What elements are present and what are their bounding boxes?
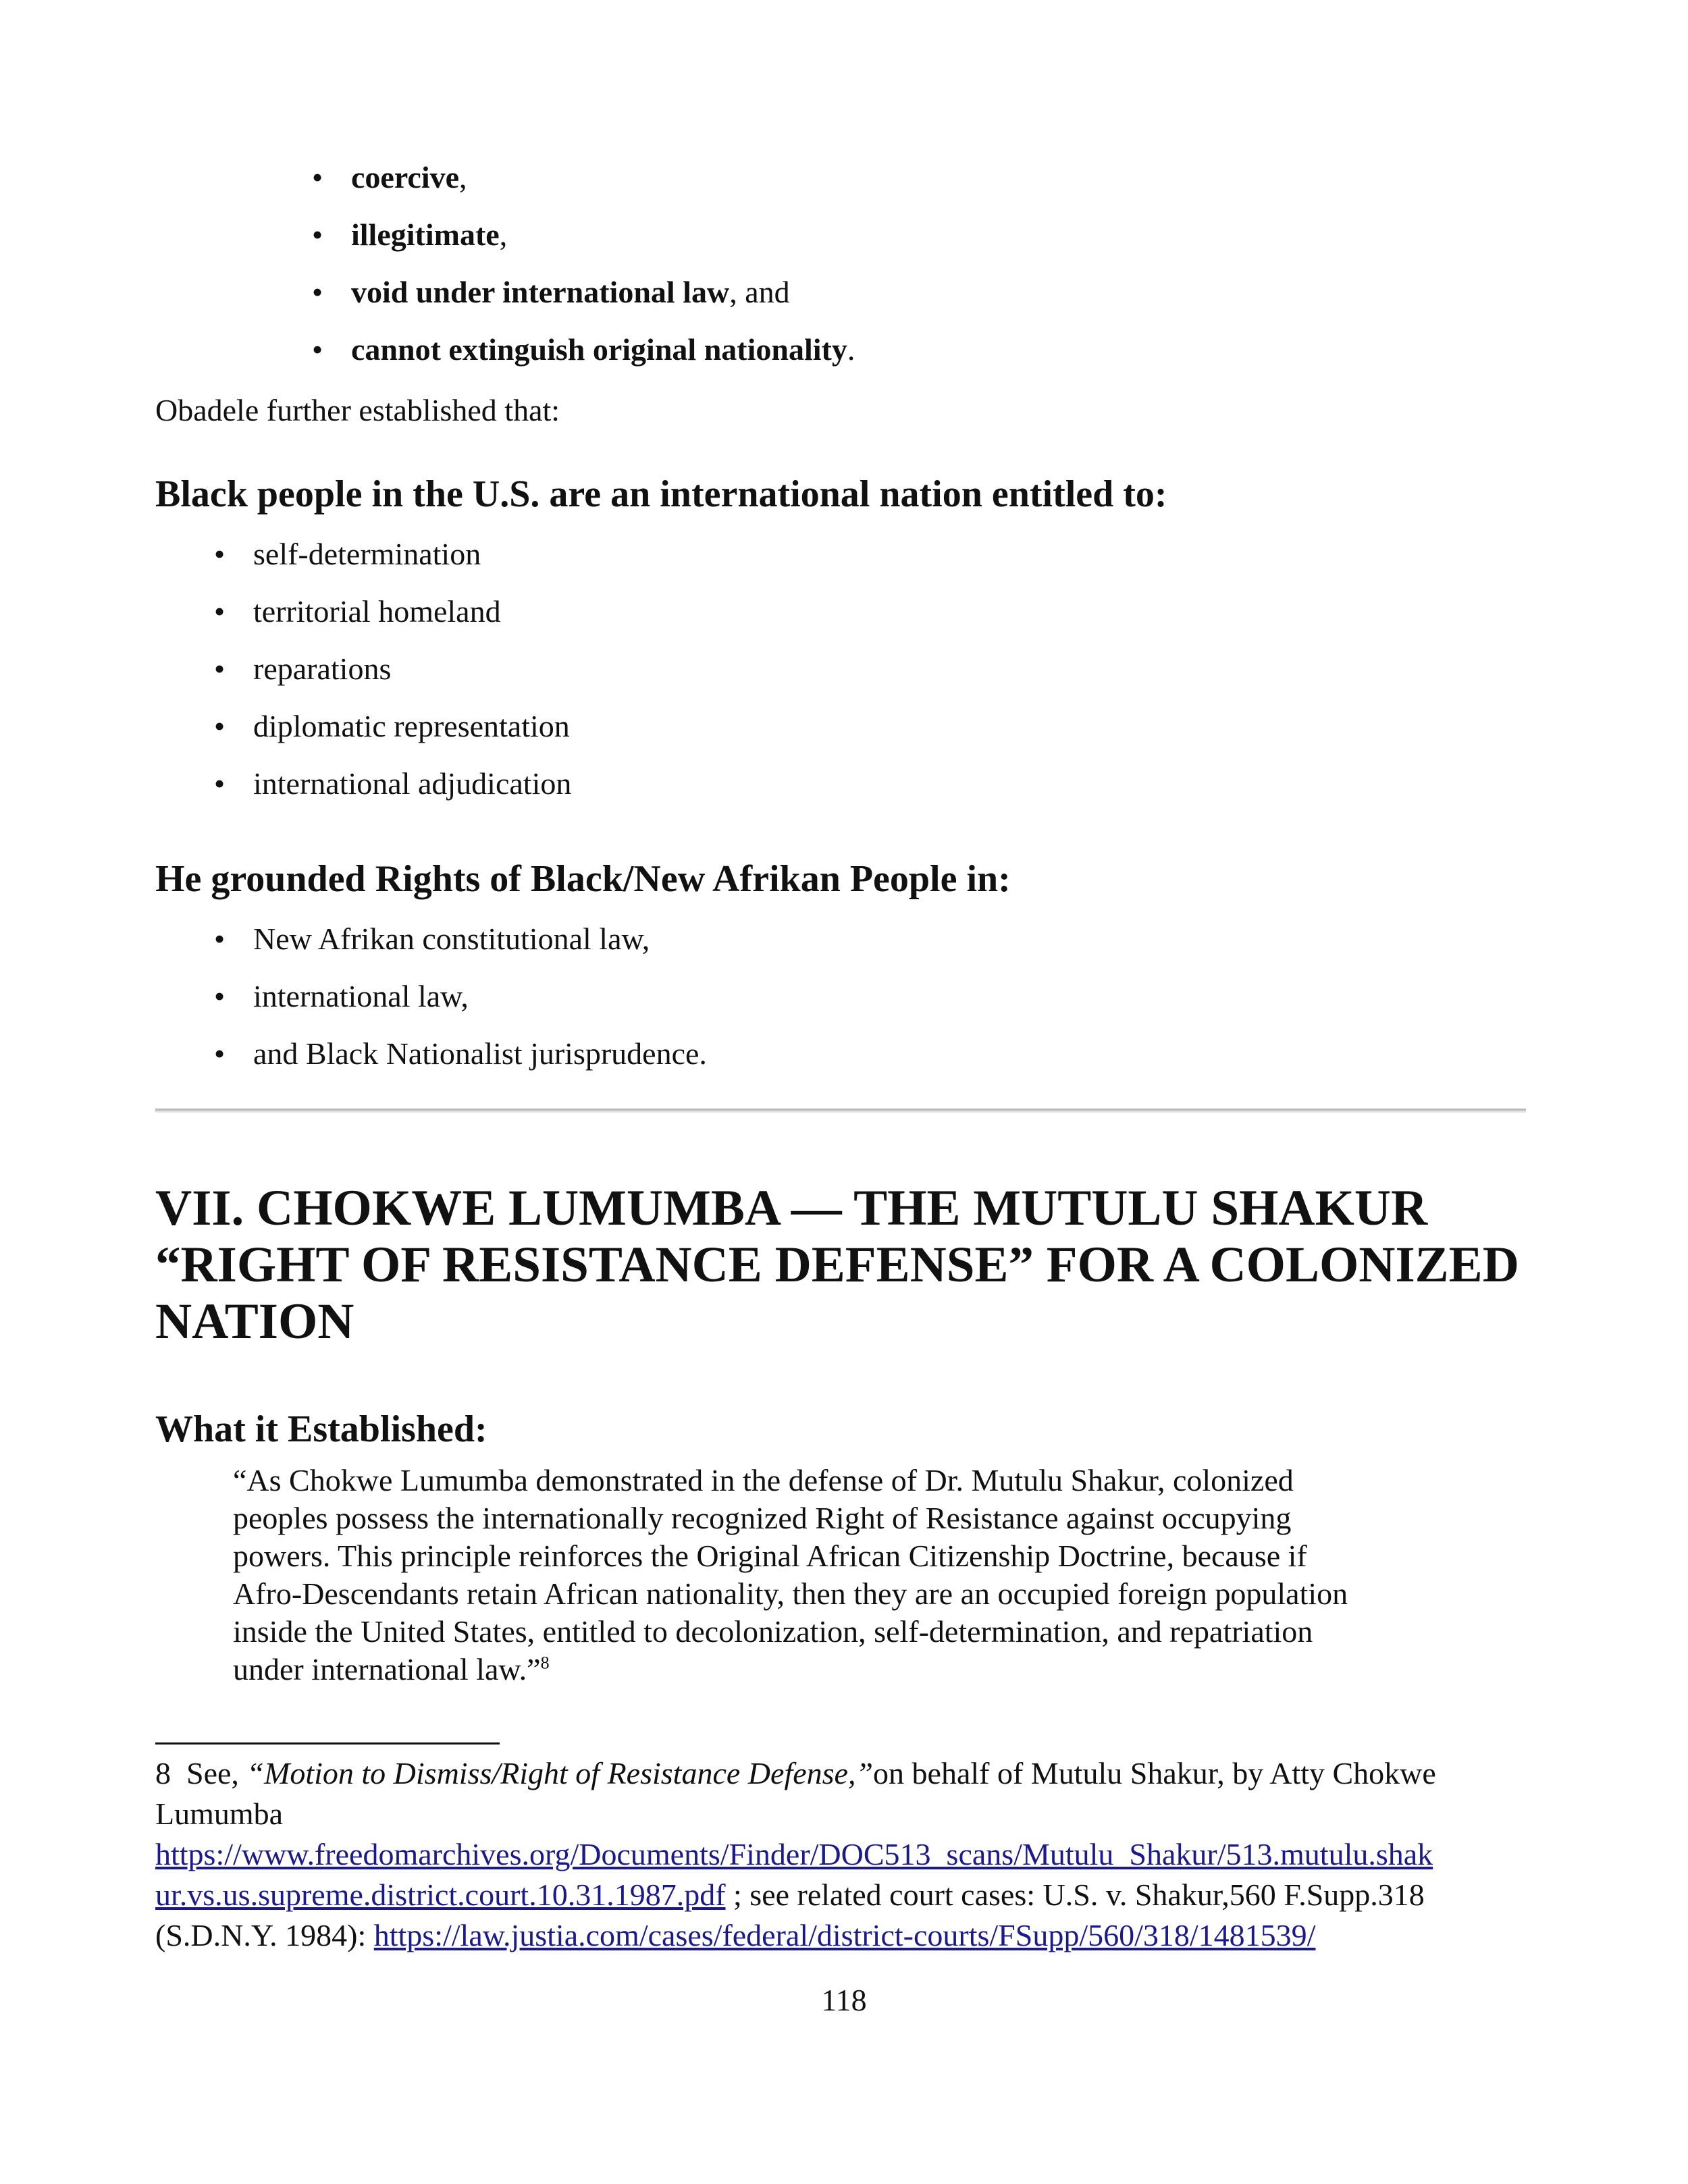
list-item: • international adjudication xyxy=(253,755,571,812)
list-item: • diplomatic representation xyxy=(253,697,571,755)
list-item-rest: . xyxy=(847,332,855,367)
quote-last-text: under international law.” xyxy=(233,1652,541,1686)
list-item: • territorial homeland xyxy=(253,583,571,640)
chapter-title xyxy=(155,1180,1539,1350)
block-quote xyxy=(233,1462,1502,1688)
quote-line: inside the United States, entitled to decolonization, self-determination, and repatriation xyxy=(233,1614,1313,1649)
list-item: • reparations xyxy=(253,640,571,697)
list-item: • international law, xyxy=(253,967,707,1025)
quote-line xyxy=(233,1651,1502,1688)
footnote-line xyxy=(155,1915,1533,1956)
footnote-reference[interactable]: 8 xyxy=(540,1653,550,1673)
quote-line: Afro-Descendants retain African nationality, then they are an occupied foreign population xyxy=(233,1576,1348,1611)
quote-line: “As Chokwe Lumumba demonstrated in the defense of Dr. Mutulu Shakur, colonized xyxy=(233,1463,1294,1497)
list-item xyxy=(351,206,855,263)
quote-line: powers. This principle reinforces the Original African Citizenship Doctrine, because if xyxy=(233,1539,1307,1573)
top-bullet-list xyxy=(351,149,855,378)
list-item-bold: cannot extinguish original nationality xyxy=(351,332,847,367)
footnote xyxy=(155,1753,1533,1956)
list-item-rest: , xyxy=(459,160,467,194)
chapter-title-line: VII. CHOKWE LUMUMBA — THE MUTULU SHAKUR xyxy=(155,1180,1428,1236)
quote-line: peoples possess the internationally recognized Right of Resistance against occupying xyxy=(233,1501,1292,1535)
justia-link[interactable]: https://law.justia.com/cases/federal/district-courts/FSupp/560/318/1481539/ xyxy=(373,1918,1316,1952)
footnote-see: See, xyxy=(186,1756,239,1790)
chapter-title-line: NATION xyxy=(155,1294,354,1350)
list-item-bold: void under international law xyxy=(351,275,730,309)
footnote-title: “Motion to Dismiss/Right of Resistance Defense,” xyxy=(246,1756,874,1790)
footnote-line xyxy=(155,1834,1533,1875)
list-item-bold: illegitimate xyxy=(351,217,500,252)
footnote-citation: (S.D.N.Y. 1984): xyxy=(155,1918,374,1952)
nation-rights-list xyxy=(253,525,571,812)
footnote-line: Lumumba xyxy=(155,1796,284,1831)
footnote-related-cases: ; see related court cases: U.S. v. Shakur,560 F.Supp.318 xyxy=(725,1877,1425,1912)
footnote-number: 8 xyxy=(155,1756,171,1790)
section-heading-nation: Black people in the U.S. are an international nation entitled to: xyxy=(155,473,1167,515)
list-item xyxy=(351,321,855,378)
footnote-line xyxy=(155,1875,1533,1915)
list-item: • self-determination xyxy=(253,525,571,583)
page-number: 118 xyxy=(821,1983,867,2017)
list-item: • and Black Nationalist jurisprudence. xyxy=(253,1025,707,1082)
list-item: • New Afrikan constitutional law, xyxy=(253,910,707,967)
freedom-archives-link[interactable]: https://www.freedomarchives.org/Documents/Finder/DOC513_scans/Mutulu_Shakur/513.mutulu.shak xyxy=(155,1837,1433,1871)
section-divider xyxy=(155,1109,1526,1113)
list-item-bold: coercive xyxy=(351,160,460,194)
obadele-intro: Obadele further established that: xyxy=(155,393,560,427)
list-item-rest: , and xyxy=(729,275,790,309)
list-item xyxy=(351,149,855,206)
footnote-separator xyxy=(155,1742,500,1744)
grounded-rights-list xyxy=(253,910,707,1082)
chapter-title-line: “RIGHT OF RESISTANCE DEFENSE” FOR A COLONIZED xyxy=(155,1237,1519,1293)
footnote-after-title: on behalf of Mutulu Shakur, by Atty Chokwe xyxy=(873,1756,1436,1790)
what-established-heading: What it Established: xyxy=(155,1408,487,1450)
footnote-line xyxy=(155,1753,1533,1794)
list-item xyxy=(351,263,855,321)
freedom-archives-link-cont[interactable]: ur.vs.us.supreme.district.court.10.31.1987.pdf xyxy=(155,1877,726,1912)
section-heading-grounded: He grounded Rights of Black/New Afrikan People in: xyxy=(155,858,1011,900)
list-item-rest: , xyxy=(499,217,508,252)
